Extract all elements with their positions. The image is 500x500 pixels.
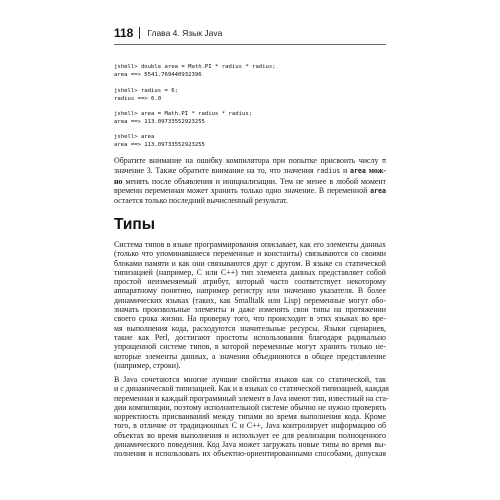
- bold-text: но: [114, 176, 123, 186]
- text-fragment: менять после объявления и инициализации. Тем не менее в любой момент: [122, 176, 386, 186]
- text-line: такие как Perl, достигают простоты использования благодаря радикально: [114, 332, 386, 342]
- text-fragment: Обратите внимание на ошибку компилятора при попытке присвоить числу: [114, 156, 383, 165]
- text-fragment: остается только последний вычисленный результат.: [114, 196, 288, 206]
- text-line: дии компиляции, поэтому исполнительной системе обычно не нужно проверять: [114, 402, 386, 412]
- code-line: jshell> double area = Math.PI * radius * radius;: [114, 64, 276, 70]
- text-fragment: времени переменная может хранить только одно значение. В переменной: [114, 185, 371, 195]
- text-line: динамического поведения. Код Java может загружать новые типы во время вы-: [114, 440, 386, 450]
- text-line: (например, строки).: [114, 360, 181, 370]
- text-line: упрощенной системе типов, в которой переменные могут хранить только не-: [114, 342, 386, 352]
- inline-code: area: [370, 186, 386, 195]
- code-line: jshell> radius = 6;: [114, 88, 178, 94]
- java-paragraph: [114, 375, 389, 459]
- note-paragraph: [114, 156, 386, 205]
- text-line: и с динамической типизацией. Как и в языках со статической типизацией, каждая: [114, 384, 389, 394]
- text-line: Система типов в языке программирования описывает, как его элементы данных: [114, 240, 386, 249]
- code-block: [114, 63, 276, 79]
- code-block: [114, 87, 178, 103]
- text-line: которые элементы данных, а значения объединяются в общее представление: [114, 351, 386, 361]
- text-line: В Java сочетаются многие лучшие свойства языков как со статической, так: [114, 375, 386, 384]
- text-line: [114, 186, 386, 196]
- code-line: area ==> 113.09733552923255: [114, 119, 205, 126]
- types-paragraph: [114, 240, 386, 370]
- text-fragment: и: [340, 166, 350, 176]
- text-line: типизацией (например, С или С++) тип элемента данных представляет собой: [114, 267, 386, 277]
- text-line: своего срока жизни. На проверку того, что происходит в этих языках во вре-: [114, 314, 386, 324]
- text-line: (только что упоминавшиеся переменные и константы) связываются со своими: [114, 249, 386, 259]
- code-line: area ==> 5541.769440932396: [114, 72, 202, 79]
- bold-text: мож-: [365, 166, 387, 176]
- text-line: [114, 196, 386, 205]
- code-block: [114, 110, 252, 126]
- header-separator: [139, 27, 140, 39]
- chapter-title: Глава 4. Язык Java: [147, 28, 223, 38]
- text-line: [114, 166, 386, 176]
- code-line: jshell> area: [114, 134, 155, 140]
- inline-code: π: [382, 157, 386, 165]
- text-line: блоками памяти и как они связываются друг с другом. В языке со статической: [114, 258, 386, 268]
- code-line: jshell> area = Math.PI * radius * radius;: [114, 111, 253, 117]
- text-line: [114, 177, 386, 186]
- text-line: мя выполнения кода, расходуются значительные ресурсы. Языки сценариев,: [114, 323, 386, 333]
- text-line: переменная и каждый программный элемент в Java имеют тип, известный на ста-: [114, 393, 389, 403]
- text-line: объектах во время выполнения и использует ее для реализации полноценного: [114, 430, 386, 440]
- text-line: динамических языках (таких, как Smalltalk или Lisp) переменные могут обо-: [114, 295, 386, 305]
- code-line: radius ==> 6.0: [114, 96, 162, 103]
- code-line: area ==> 113.09733552923255: [114, 142, 205, 149]
- text-line: аппаратному понятию, например регистру или значению указателя. В более: [114, 286, 386, 296]
- code-block: [114, 133, 205, 149]
- text-fragment: значение 3. Также обратите внимание на то, что значения: [114, 166, 317, 176]
- text-line: [114, 156, 386, 166]
- text-line: корректность присваиваний между типами во время выполнения кода. Кроме: [114, 412, 386, 422]
- inline-code: area: [349, 167, 366, 176]
- text-line: полнения и использовать их объектно-ориентированными способами, допуская: [114, 449, 386, 459]
- text-line: простой неизменяемый атрибут, который часто соответствует некоторому: [114, 277, 386, 287]
- section-heading: Типы: [114, 216, 156, 233]
- text-line: того, в отличие от традиционных С и С++, Java контролирует информацию об: [114, 421, 386, 431]
- text-line: значать произвольные элементы и даже изменять свои типы на протяжении: [114, 305, 386, 315]
- inline-code: radius: [316, 167, 341, 176]
- header-rule: [114, 44, 386, 45]
- page-number: 118: [114, 26, 134, 40]
- page-header: [114, 24, 414, 42]
